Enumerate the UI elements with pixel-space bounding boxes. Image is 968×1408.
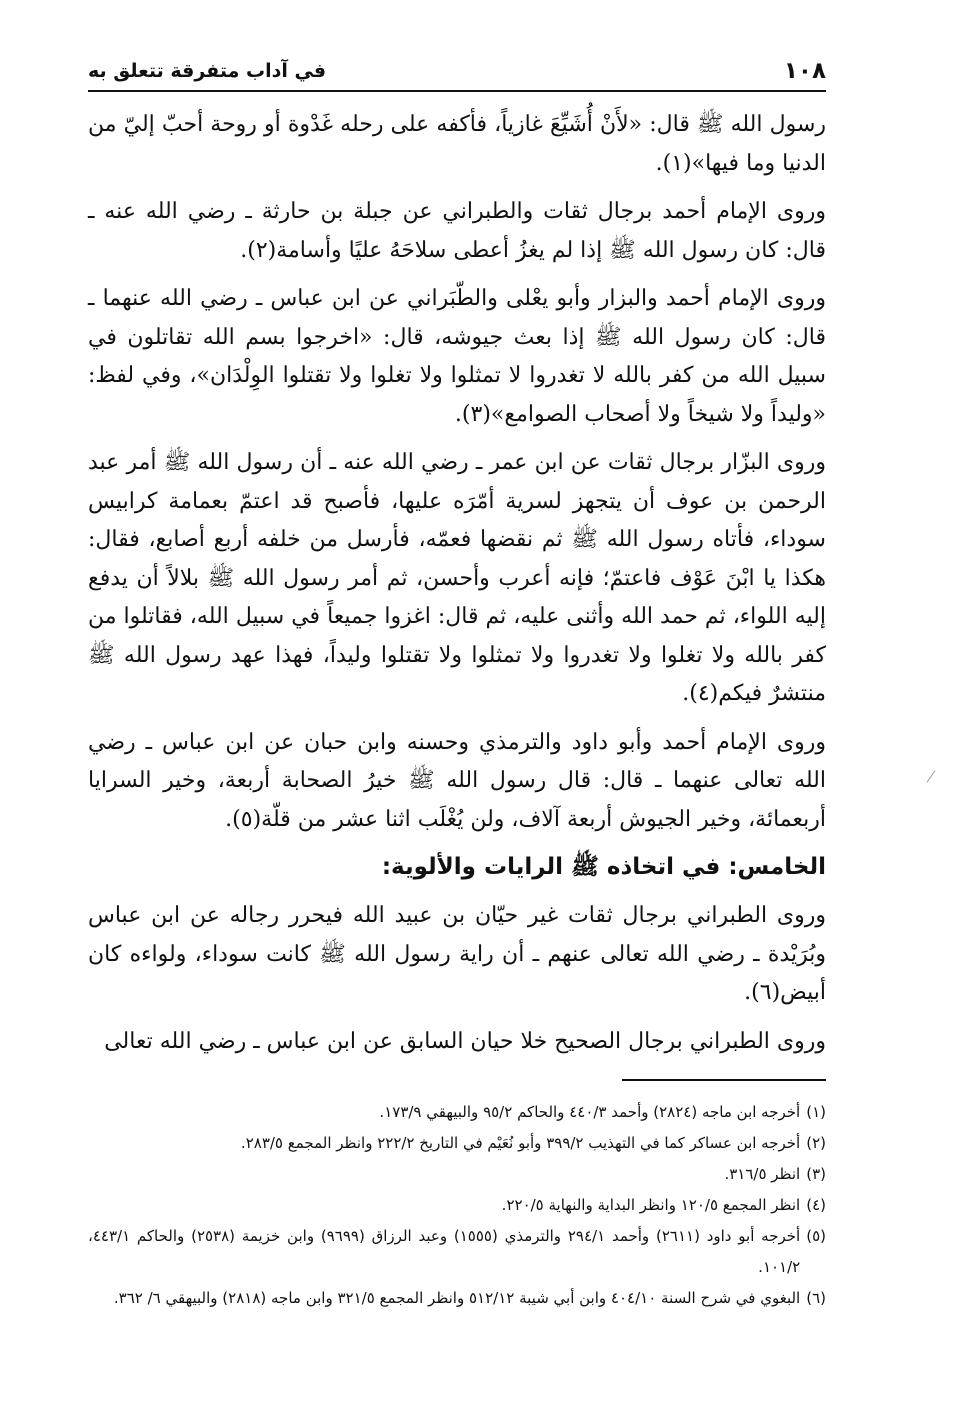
footnote <box>88 1159 826 1190</box>
paragraph: وروى الإمام أحمد والبزار وأبو يعْلى والطّبَراني عن ابن عباس ـ رضي الله عنهما ـ قال: كان رسول الله ﷺ إذا بعث جيوشه، قال: «اخرجوا بسم الله تقاتلون في سبيل الله من كفر بالله لا تغدروا لا تمثلوا ولا تغلوا ولا تقتلوا الوِلْدَان»، وفي لفظ: «وليداً ولا شيخاً ولا أصحاب الصوامع»(٣). <box>88 286 826 427</box>
footnotes <box>88 1097 826 1314</box>
footnote-number: (٢) <box>806 1134 826 1152</box>
section-heading: الخامس: في اتخاذه ﷺ الرايات والألوية: <box>381 854 826 880</box>
footnote-text: البغوي في شرح السنة ٤٠٤/١٠ وابن أبي شيبة ٥١٢/١٢ وانظر المجمع ٣٢١/٥ وابن ماجه (٢٨١٨) والبيهقي ٦/ ٣٦٢. <box>113 1289 801 1307</box>
scan-margin-mark <box>927 770 936 782</box>
footnote-number: (١) <box>806 1103 826 1121</box>
footnote-separator <box>622 1079 826 1081</box>
paragraph: وروى الطبراني برجال الصحيح خلا حيان السابق عن ابن عباس ـ رضي الله تعالى <box>104 1028 826 1054</box>
running-title: في آداب متفرقة تتعلق به <box>88 60 327 82</box>
running-header <box>88 50 826 92</box>
paragraph: وروى الإمام أحمد وأبو داود والترمذي وحسنه وابن حبان عن ابن عباس ـ رضي الله تعالى عنهما ـ قال: قال رسول الله ﷺ خيرُ الصحابة أربعة، وخير السرايا أربعمائة، وخير الجيوش أربعة آلاف، ولن يُغْلَب اثنا عشر من قلّة(٥). <box>88 729 826 832</box>
footnote <box>88 1221 826 1283</box>
footnote-number: (٣) <box>806 1165 826 1183</box>
footnote-text: انظر المجمع ١٢٠/٥ وانظر البداية والنهاية ٢٢٠/٥. <box>501 1196 801 1214</box>
footnote <box>88 1097 826 1128</box>
footnote-text: أخرجه أبو داود (٢٦١١) وأحمد ٢٩٤/١ والترمذي (١٥٥٥) وعبد الرزاق (٩٦٩٩) وابن خزيمة (٢٥٣٨) والحاكم ٤٤٣/١، ١٠١/٢. <box>88 1227 801 1276</box>
footnote-number: (٦) <box>806 1289 826 1307</box>
paragraph: وروى البزّار برجال ثقات عن ابن عمر ـ رضي الله عنه ـ أن رسول الله ﷺ أمر عبد الرحمن بن عوف أن يتجهز لسرية أمّرَه عليها، فأصبح قد اعتمّ بعمامة كرابيس سوداء، فأتاه رسول الله ﷺ ثم نقضها فعمّه، فأرسل من خلفه أربع أصابع، فقال: هكذا يا ابْنَ عَوْف فاعتمّ؛ فإنه أعرب وأحسن، ثم أمر رسول الله ﷺ بلالاً أن يدفع إليه اللواء، ثم حمد الله وأثنى عليه، ثم قال: اغزوا جميعاً في سبيل الله، فقاتلوا من كفر بالله ولا تغلوا ولا تغدروا ولا تمثلوا ولا تقتلوا وليداً، فهذا عهد رسول الله ﷺ منتشرٌ فيكم(٤). <box>88 450 826 706</box>
footnote-text: أخرجه ابن ماجه (٢٨٢٤) وأحمد ٤٤٠/٣ والحاكم ٩٥/٢ والبيهقي ١٧٣/٩. <box>379 1103 801 1121</box>
page-number: ١٠٨ <box>783 58 826 84</box>
paragraph: رسول الله ﷺ قال: «لأَنْ أُشَيِّعَ غازياً، فأكفه على رحله غَدْوة أو روحة أحبّ إليّ من الدنيا وما فيها»(١). <box>88 112 826 176</box>
footnote <box>88 1190 826 1221</box>
book-page <box>88 50 826 1370</box>
footnote-number: (٥) <box>806 1227 826 1245</box>
main-text <box>88 106 826 1061</box>
paragraph: وروى الإمام أحمد برجال ثقات والطبراني عن جبلة بن حارثة ـ رضي الله عنه ـ قال: كان رسول الله ﷺ إذا لم يغزُ أعطى سلاحَهُ عليًا وأسامة(٢). <box>88 199 826 263</box>
paragraph: وروى الطبراني برجال ثقات غير حيّان بن عبيد الله فيحرر رجاله عن ابن عباس وبُرَيْدة ـ رضي الله تعالى عنهم ـ أن راية رسول الله ﷺ كانت سوداء، ولواءه كان أبيض(٦). <box>88 903 826 1005</box>
footnote-text: أخرجه ابن عساكر كما في التهذيب ٣٩٩/٢ وأبو نُعَيْم في التاريخ ٢٢٢/٢ وانظر المجمع ٢٨٣/٥. <box>240 1134 801 1152</box>
footnote <box>88 1283 826 1314</box>
footnote-text: انظر ٣١٦/٥. <box>724 1165 801 1183</box>
footnote-number: (٤) <box>806 1196 826 1214</box>
footnote <box>88 1128 826 1159</box>
